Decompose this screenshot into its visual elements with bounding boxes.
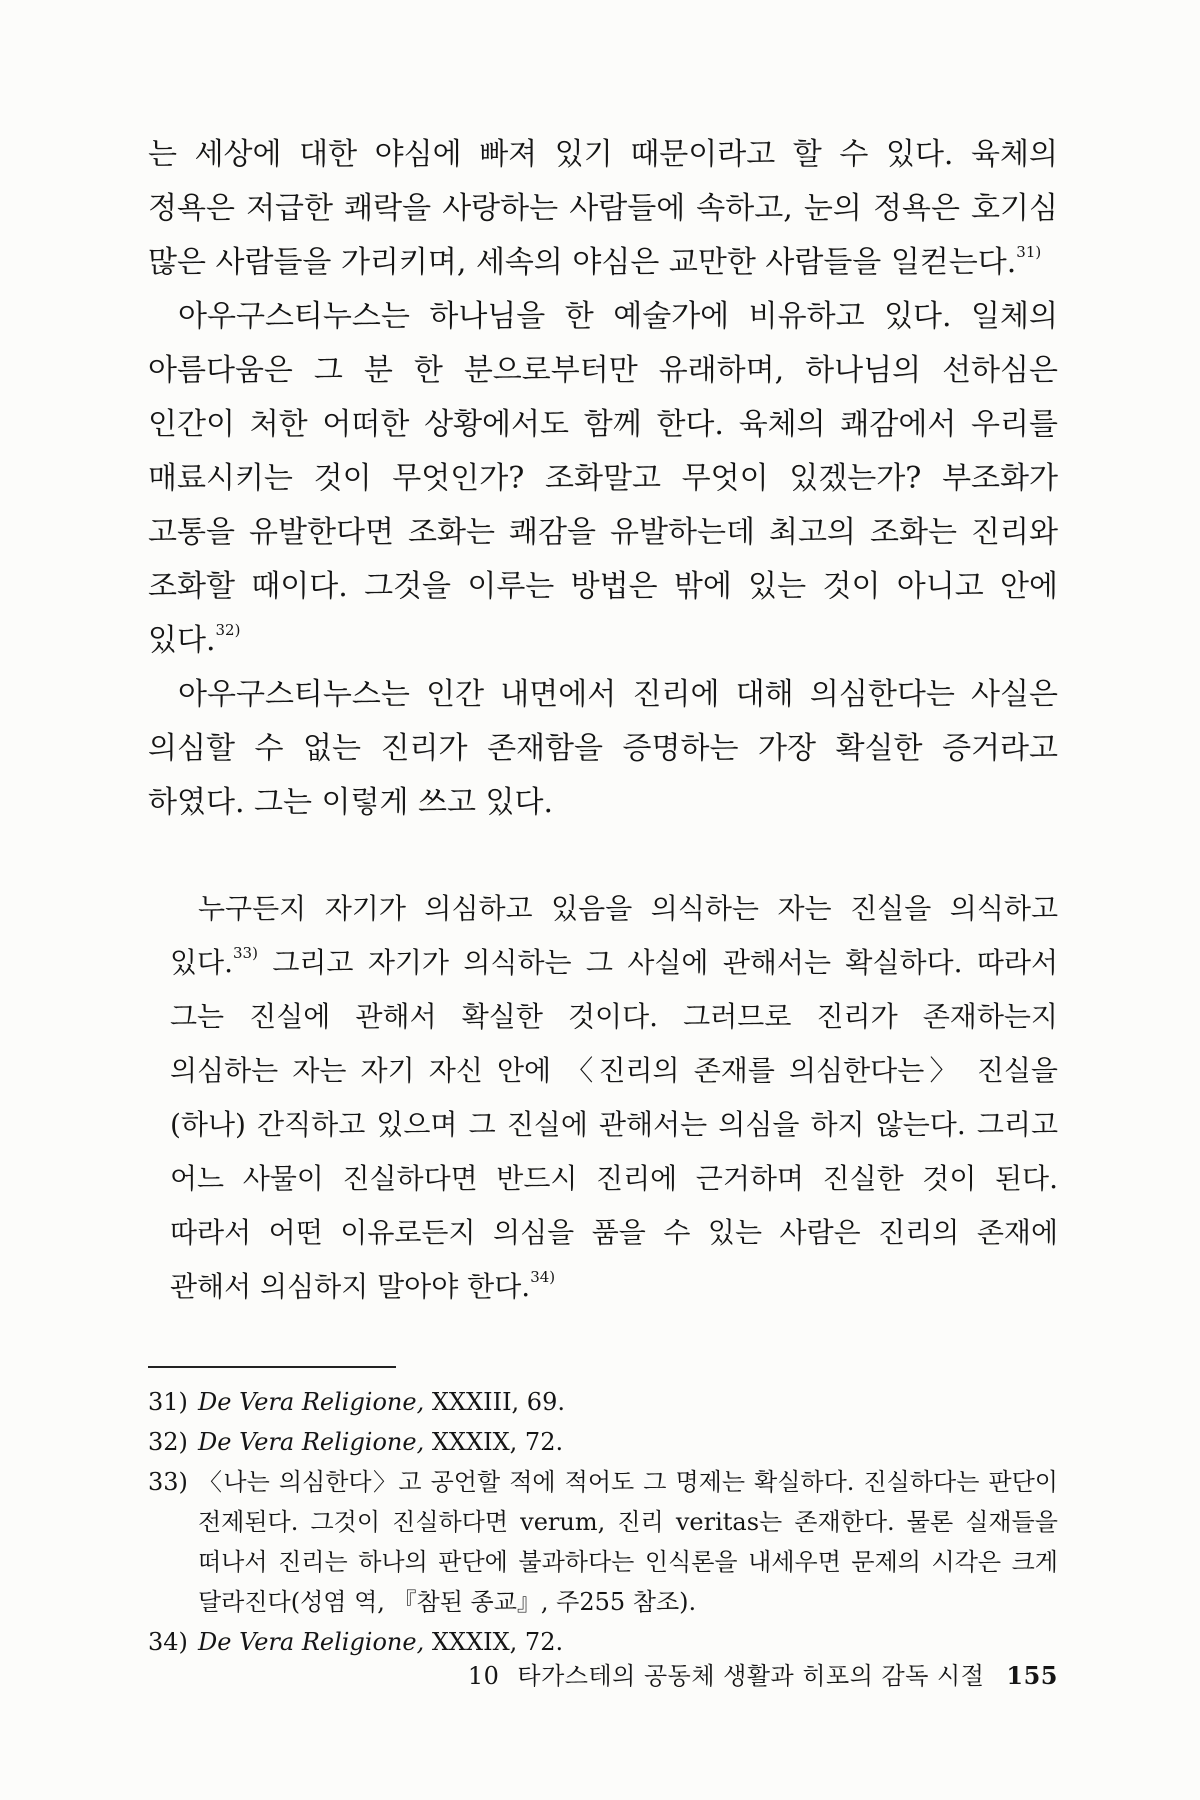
quote-text-part2: 그리고 자기가 의식하는 그 사실에 관해서는 확실하다. 따라서 그는 진실에 관해서 확실한 것이다. 그러므로 진리가 존재하는지 의심하는 자는 자기 자신 안에 〈진리의 존재를 의심한다는〉 진실을 (하나) 간직하고 있으며 그 진실에 관해서는 의심을 하지 않는다. 그리고 어느 사물이 진실하다면 반드시 진리에 근거하며 진실한 것이 된다. 따라서 어떤 이유로든지 의심을 품을 수 있는 사람은 진리의 존재에 관해서 의심하지 말아야 한다. — [170, 946, 1058, 1303]
footnote-ref-32[interactable]: 32) — [215, 621, 241, 639]
footnote-ref-31[interactable]: 31) — [1016, 243, 1042, 261]
running-footer — [468, 1656, 1058, 1691]
page-number: 155 — [1006, 1661, 1058, 1690]
footnote-number: 31) — [148, 1388, 188, 1416]
body-paragraph-3 — [148, 668, 1058, 830]
paragraph-text: 아우구스티누스는 하나님을 한 예술가에 비유하고 있다. 일체의 아름다움은 그 분 한 분으로부터만 유래하며, 하나님의 선하심은 인간이 처한 어떠한 상황에서도 함께 한다. 육체의 쾌감에서 우리를 매료시키는 것이 무엇인가? 조화말고 무엇이 있겠는가? 부조화가 고통을 유발한다면 조화는 쾌감을 유발하는데 최고의 조화는 진리와 조화할 때이다. 그것을 이루는 방법은 밖에 있는 것이 아니고 안에 있다. — [148, 299, 1058, 658]
footnote-number: 34) — [148, 1628, 188, 1656]
footnote-ref: XXXIX, 72. — [424, 1428, 564, 1456]
footnote-text — [198, 1422, 1058, 1462]
footnote-ref: XXXIII, 69. — [424, 1388, 565, 1416]
footnote-text — [198, 1462, 1058, 1622]
block-quote — [170, 882, 1058, 1314]
footnote-title: De Vera Religione, — [198, 1428, 425, 1456]
page-content — [148, 128, 1058, 1662]
footnote-ref-34[interactable]: 34) — [530, 1267, 556, 1286]
footnote-divider — [148, 1366, 396, 1368]
quote-text-part1: 누구든지 자기가 의심하고 있음을 의식하는 자는 진실을 의식하고 있다. — [170, 892, 1058, 979]
body-paragraph-2 — [148, 290, 1058, 668]
footnote-title: De Vera Religione, — [198, 1388, 425, 1416]
chapter-number: 10 — [467, 1662, 500, 1690]
footnote-ref: 〈나는 의심한다〉고 공언할 적에 적어도 그 명제는 확실하다. 진실하다는 판단이 전제된다. 그것이 진실하다면 verum, 진리 veritas는 존재한다. 물론 실재들을 떠나서 진리는 하나의 판단에 불과하다는 인식론을 내세우면 문제의 시각은 크게 달라진다(성염 역, 『참된 종교』, 주255 참조). — [198, 1468, 1058, 1616]
footnotes — [148, 1382, 1058, 1662]
body-paragraph-1 — [148, 128, 1058, 290]
footnote-32 — [148, 1422, 1058, 1462]
footnote-ref: XXXIX, 72. — [424, 1628, 564, 1656]
footnote-number: 33) — [148, 1468, 188, 1496]
footnote-number: 32) — [148, 1428, 188, 1456]
chapter-title: 타가스테의 공동체 생활과 히포의 감독 시절 — [517, 1662, 985, 1690]
footnote-33 — [148, 1462, 1058, 1622]
paragraph-text: 는 세상에 대한 야심에 빠져 있기 때문이라고 할 수 있다. 육체의 정욕은 저급한 쾌락을 사랑하는 사람들에 속하고, 눈의 정욕은 호기심 많은 사람들을 가리키며, 세속의 야심은 교만한 사람들을 일컫는다. — [148, 137, 1058, 280]
footnote-31 — [148, 1382, 1058, 1422]
footnote-ref-33[interactable]: 33) — [233, 943, 258, 962]
paragraph-text: 아우구스티누스는 인간 내면에서 진리에 대해 의심한다는 사실은 의심할 수 없는 진리가 존재함을 증명하는 가장 확실한 증거라고 하였다. 그는 이렇게 쓰고 있다. — [148, 677, 1058, 820]
footnote-text — [198, 1382, 1058, 1422]
footnote-title: De Vera Religione, — [198, 1628, 425, 1656]
quote-paragraph — [170, 882, 1058, 1314]
